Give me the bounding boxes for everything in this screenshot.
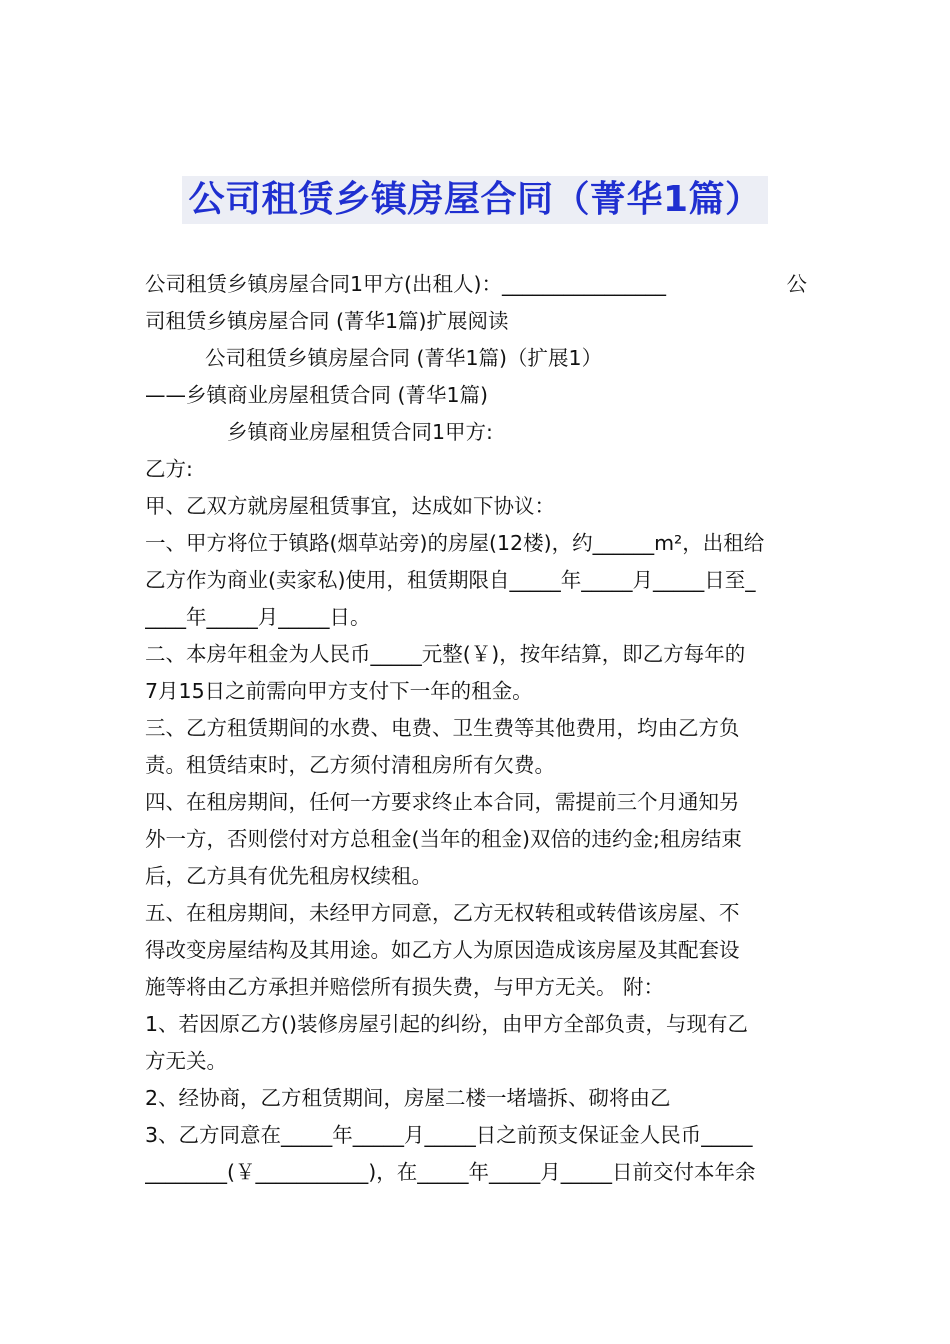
paragraph-line: 3、乙方同意在_____年_____月_____日之前预支保证金人民币_____ <box>145 1123 753 1147</box>
document-body <box>145 266 807 1191</box>
paragraph-line: 一、甲方将位于镇路(烟草站旁)的房屋(12楼)，约______m²，出租给 <box>145 531 765 555</box>
paragraph-line: 责。租赁结束时，乙方须付清租房所有欠费。 <box>145 753 555 777</box>
paragraph-line <box>145 266 807 303</box>
paragraph-line: 施等将由乙方承担并赔偿所有损失费，与甲方无关。 附： <box>145 975 665 999</box>
paragraph-line: 乙方作为商业(卖家私)使用，租赁期限自_____年_____月_____日至_ <box>145 568 756 592</box>
paragraph-line: 乙方: <box>145 457 193 481</box>
line-text: 公司租赁乡镇房屋合同1甲方(出租人)：________________ <box>145 272 667 296</box>
title-container <box>0 176 950 224</box>
line-text: 公 <box>786 272 807 296</box>
paragraph-line: 7月15日之前需向甲方支付下一年的租金。 <box>145 679 533 703</box>
paragraph-line: ——乡镇商业房屋租赁合同 (菁华1篇) <box>145 383 489 407</box>
paragraph-line: 三、乙方租赁期间的水费、电费、卫生费等其他费用，均由乙方负 <box>145 716 740 740</box>
document-title: 公司租赁乡镇房屋合同（菁华1篇） <box>182 176 767 224</box>
paragraph-line: 方无关。 <box>145 1049 227 1073</box>
paragraph-line: 四、在租房期间，任何一方要求终止本合同，需提前三个月通知另 <box>145 790 740 814</box>
paragraph-line: ____年_____月_____日。 <box>145 605 371 629</box>
paragraph-line: 甲、乙双方就房屋租赁事宜，达成如下协议： <box>145 494 555 518</box>
paragraph-line: 五、在租房期间，未经甲方同意，乙方无权转租或转借该房屋、不 <box>145 901 740 925</box>
paragraph-line: 司租赁乡镇房屋合同 (菁华1篇)扩展阅读 <box>145 309 509 333</box>
paragraph-line: 2、经协商，乙方租赁期间，房屋二楼一堵墙拆、砌将由乙 <box>145 1086 671 1110</box>
paragraph-line: 得改变房屋结构及其用途。如乙方人为原因造成该房屋及其配套设 <box>145 938 740 962</box>
paragraph-line: 乡镇商业房屋租赁合同1甲方: <box>227 420 493 444</box>
paragraph-line: ________(￥___________)，在_____年_____月_____日前交付本年余 <box>145 1160 756 1184</box>
paragraph-line: 后，乙方具有优先租房权续租。 <box>145 864 432 888</box>
paragraph-line: 二、本房年租金为人民币_____元整(￥)，按年结算，即乙方每年的 <box>145 642 746 666</box>
paragraph-line: 1、若因原乙方()装修房屋引起的纠纷，由甲方全部负责，与现有乙 <box>145 1012 749 1036</box>
paragraph-line: 公司租赁乡镇房屋合同 (菁华1篇)（扩展1） <box>205 346 603 370</box>
paragraph-line: 外一方，否则偿付对方总租金(当年的租金)双倍的违约金;租房结束 <box>145 827 742 851</box>
